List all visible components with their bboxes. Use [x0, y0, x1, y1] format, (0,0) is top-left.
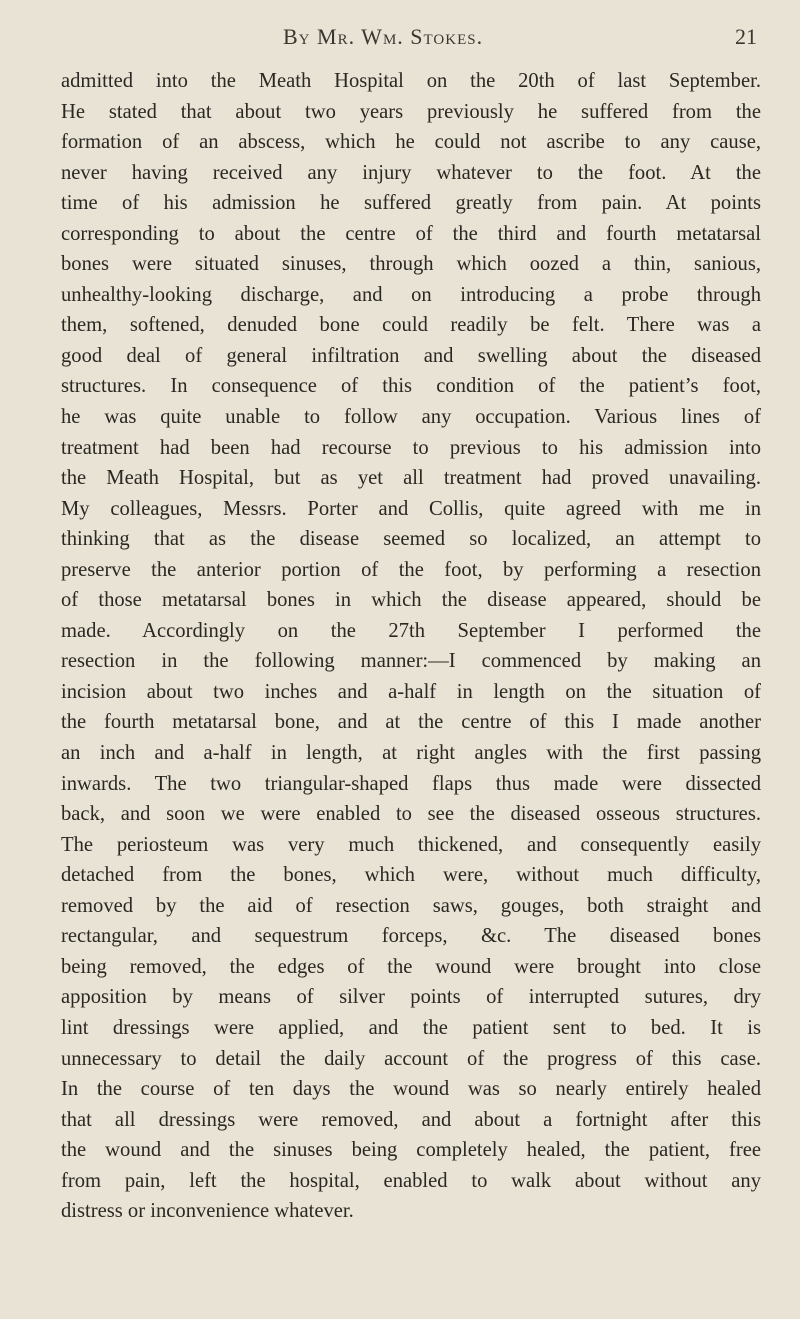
- text-line: In the course of ten days the wound was so nearly entirely healed: [61, 1078, 761, 1101]
- text-line: from pain, left the hospital, enabled to walk about without any: [61, 1169, 761, 1192]
- text-line: never having received any injury whatever to the foot. At the: [61, 161, 761, 184]
- text-line: made. Accordingly on the 27th September I performed the: [61, 619, 761, 642]
- text-line: an inch and a-half in length, at right angles with the first passing: [61, 742, 761, 765]
- text-line: inwards. The two triangular-shaped flaps thus made were dissected: [61, 772, 761, 795]
- text-line: The periosteum was very much thickened, and consequently easily: [61, 833, 761, 856]
- text-line: removed by the aid of resection saws, gouges, both straight and: [61, 894, 761, 917]
- text-line: corresponding to about the centre of the third and fourth metatarsal: [61, 222, 761, 245]
- text-line: He stated that about two years previously he suffered from the: [61, 100, 761, 123]
- text-line: apposition by means of silver points of interrupted sutures, dry: [61, 986, 761, 1009]
- text-line: rectangular, and sequestrum forceps, &c. The diseased bones: [61, 925, 761, 948]
- text-line: them, softened, denuded bone could readily be felt. There was a: [61, 314, 761, 337]
- text-line: preserve the anterior portion of the foot, by performing a resection: [61, 558, 761, 581]
- text-line: of those metatarsal bones in which the disease appeared, should be: [61, 589, 761, 612]
- text-line: incision about two inches and a-half in length on the situation of: [61, 680, 761, 703]
- text-line: resection in the following manner:—I commenced by making an: [61, 650, 761, 673]
- text-line: time of his admission he suffered greatly from pain. At points: [61, 192, 761, 215]
- text-line: thinking that as the disease seemed so localized, an attempt to: [61, 528, 761, 551]
- text-line: that all dressings were removed, and about a fortnight after this: [61, 1108, 761, 1131]
- text-line: My colleagues, Messrs. Porter and Collis, quite agreed with me in: [61, 497, 761, 520]
- text-line: admitted into the Meath Hospital on the 20th of last September.: [61, 70, 761, 92]
- text-line: distress or inconvenience whatever.: [61, 1200, 354, 1223]
- running-head: [0, 14, 800, 54]
- text-line: structures. In consequence of this condition of the patient’s foot,: [61, 375, 761, 398]
- running-title: By Mr. Wm. Stokes.: [283, 24, 484, 49]
- text-line: unnecessary to detail the daily account of the progress of this case.: [61, 1047, 761, 1070]
- text-line: treatment had been had recourse to previous to his admission into: [61, 436, 761, 459]
- text-line: good deal of general infiltration and swelling about the diseased: [61, 344, 761, 367]
- text-line: he was quite unable to follow any occupation. Various lines of: [61, 406, 761, 429]
- text-line: detached from the bones, which were, without much difficulty,: [61, 864, 761, 887]
- body-text: [61, 66, 761, 1227]
- text-line: bones were situated sinuses, through which oozed a thin, sanious,: [61, 253, 761, 276]
- text-line: formation of an abscess, which he could not ascribe to any cause,: [61, 131, 761, 154]
- text-line: the wound and the sinuses being completely healed, the patient, free: [61, 1139, 761, 1162]
- text-line: the fourth metatarsal bone, and at the centre of this I made another: [61, 711, 761, 734]
- text-line: unhealthy-looking discharge, and on introducing a probe through: [61, 283, 761, 306]
- text-line: back, and soon we were enabled to see the diseased osseous structures.: [61, 803, 761, 826]
- text-line: lint dressings were applied, and the patient sent to bed. It is: [61, 1016, 761, 1039]
- text-line: being removed, the edges of the wound were brought into close: [61, 955, 761, 978]
- page-number: 21: [735, 24, 757, 49]
- text-line: the Meath Hospital, but as yet all treatment had proved unavailing.: [61, 467, 761, 490]
